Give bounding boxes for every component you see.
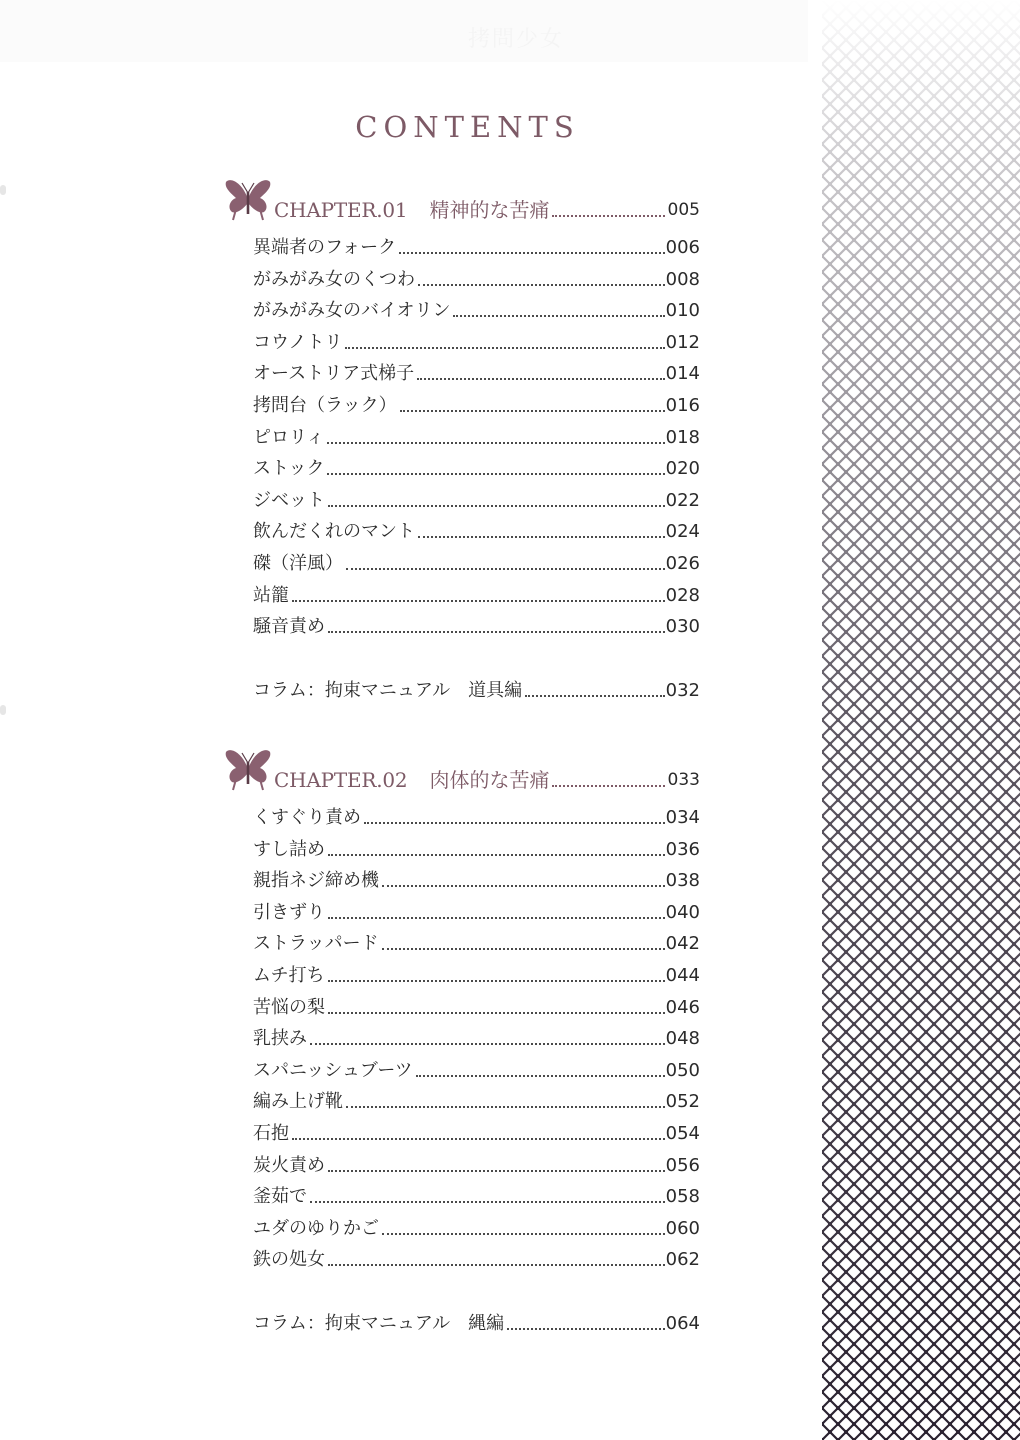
toc-entry[interactable] xyxy=(253,518,700,544)
toc-entry[interactable] xyxy=(253,329,700,355)
header-band xyxy=(0,0,808,62)
toc-entry[interactable] xyxy=(253,930,700,956)
dot-leader xyxy=(310,1201,665,1203)
dot-leader xyxy=(507,1328,665,1330)
entry-title: 乳挟み xyxy=(253,1028,307,1049)
contents-title: CONTENTS xyxy=(355,110,580,144)
page-number: 006 xyxy=(665,237,700,258)
dot-leader xyxy=(346,1106,665,1108)
toc-entry[interactable] xyxy=(253,455,700,481)
page-number: 014 xyxy=(665,363,700,384)
dot-leader xyxy=(328,917,665,919)
page-number: 028 xyxy=(665,585,700,606)
toc-entry[interactable] xyxy=(253,1246,700,1272)
toc-entry[interactable] xyxy=(253,613,700,639)
dot-leader xyxy=(328,1170,665,1172)
entry-title: ストック xyxy=(253,458,325,479)
page-number: 062 xyxy=(665,1249,700,1270)
entry-title: 親指ネジ締め機 xyxy=(253,870,379,891)
page-number: 018 xyxy=(665,427,700,448)
page-number: 032 xyxy=(665,680,700,701)
page-number: 008 xyxy=(665,269,700,290)
dot-leader xyxy=(345,347,664,349)
entry-title: 飲んだくれのマント xyxy=(253,521,415,542)
page-number: 012 xyxy=(665,332,700,353)
dot-leader xyxy=(417,378,665,380)
page-number: 058 xyxy=(665,1186,700,1207)
toc-entry[interactable] xyxy=(253,867,700,893)
toc-entry[interactable] xyxy=(253,1025,700,1051)
entry-title: ムチ打ち xyxy=(253,965,325,986)
toc-entry[interactable] xyxy=(253,550,700,576)
chapter-number: CHAPTER.02 xyxy=(274,768,408,792)
edge-mark xyxy=(0,705,6,715)
page-number: 030 xyxy=(665,616,700,637)
dot-leader xyxy=(418,284,665,286)
dot-leader xyxy=(310,1043,665,1045)
page-number: 005 xyxy=(667,200,700,220)
toc-entry[interactable] xyxy=(253,424,700,450)
page-number: 022 xyxy=(665,490,700,511)
entry-title: コラム：拘束マニュアル 縄編 xyxy=(253,1313,505,1334)
dot-leader xyxy=(382,1233,665,1235)
dot-leader xyxy=(418,536,665,538)
entry-title: 騒音責め xyxy=(253,616,325,637)
page-number: 034 xyxy=(665,807,700,828)
butterfly-icon xyxy=(224,748,272,792)
entry-title: 異端者のフォーク xyxy=(253,237,397,258)
entry-title: 拷問台（ラック） xyxy=(253,395,397,416)
entry-title: オーストリア式梯子 xyxy=(253,363,415,384)
toc-entry[interactable] xyxy=(253,994,700,1020)
entry-title: ジベット xyxy=(253,490,325,511)
butterfly-icon xyxy=(224,178,272,222)
page-number: 054 xyxy=(665,1123,700,1144)
dot-leader xyxy=(453,315,664,317)
page-number: 064 xyxy=(665,1313,700,1334)
dot-leader xyxy=(382,885,665,887)
dot-leader xyxy=(400,410,665,412)
entry-title: ピロリィ xyxy=(253,427,325,448)
entry-title: 站籠 xyxy=(253,585,289,606)
toc-entry[interactable] xyxy=(253,266,700,292)
entry-title: 磔（洋風） xyxy=(253,553,343,574)
dot-leader xyxy=(328,854,665,856)
page-number: 050 xyxy=(665,1060,700,1081)
page-number: 042 xyxy=(665,933,700,954)
page-number: 010 xyxy=(665,300,700,321)
entry-title: がみがみ女のバイオリン xyxy=(253,300,451,321)
page-number: 048 xyxy=(665,1028,700,1049)
dot-leader xyxy=(328,1012,665,1014)
dot-leader xyxy=(552,215,664,217)
dot-leader xyxy=(552,785,664,787)
page-number: 020 xyxy=(665,458,700,479)
dot-leader xyxy=(292,600,665,602)
toc-entry[interactable] xyxy=(253,1183,700,1209)
toc-entry[interactable] xyxy=(253,234,700,260)
entry-title: がみがみ女のくつわ xyxy=(253,269,415,290)
dot-leader xyxy=(327,442,664,444)
dot-leader xyxy=(328,980,665,982)
column-entry[interactable] xyxy=(253,1310,700,1336)
entry-title: コラム：拘束マニュアル 道具編 xyxy=(253,680,523,701)
page-number: 044 xyxy=(665,965,700,986)
chapter-heading-01[interactable] xyxy=(224,178,700,222)
toc-entry[interactable] xyxy=(253,1057,700,1083)
toc-entry[interactable] xyxy=(253,804,700,830)
toc-entry[interactable] xyxy=(253,297,700,323)
entry-title: スパニッシュブーツ xyxy=(253,1060,413,1081)
dot-leader xyxy=(328,1264,665,1266)
toc-entry[interactable] xyxy=(253,392,700,418)
dot-leader xyxy=(292,1138,665,1140)
dot-leader xyxy=(327,473,664,475)
page-number: 036 xyxy=(665,839,700,860)
entry-title: 石抱 xyxy=(253,1123,289,1144)
chapter-title: 肉体的な苦痛 xyxy=(429,768,550,792)
dot-leader xyxy=(399,252,665,254)
page-number: 026 xyxy=(665,553,700,574)
entry-title: 引きずり xyxy=(253,902,325,923)
dot-leader xyxy=(525,695,665,697)
dot-leader xyxy=(328,631,665,633)
page-number: 046 xyxy=(665,997,700,1018)
entry-title: コウノトリ xyxy=(253,332,343,353)
entry-title: ユダのゆりかご xyxy=(253,1218,379,1239)
page-number: 040 xyxy=(665,902,700,923)
column-entry[interactable] xyxy=(253,677,700,703)
dot-leader xyxy=(416,1075,665,1077)
toc-entry[interactable] xyxy=(253,1152,700,1178)
entry-title: 炭火責め xyxy=(253,1155,325,1176)
edge-mark xyxy=(0,185,6,195)
dot-leader xyxy=(364,822,665,824)
chapter-title: 精神的な苦痛 xyxy=(429,198,550,222)
page-number: 060 xyxy=(665,1218,700,1239)
entry-title: 鉄の処女 xyxy=(253,1249,325,1270)
entry-title: 苦悩の梨 xyxy=(253,997,325,1018)
entry-title: ストラッパード xyxy=(253,933,379,954)
chapter-number: CHAPTER.01 xyxy=(274,198,408,222)
chapter-heading-02[interactable] xyxy=(224,748,700,792)
header-title: 拷問少女 xyxy=(467,27,564,52)
dot-leader xyxy=(382,948,665,950)
toc-entry[interactable] xyxy=(253,1120,700,1146)
page-number: 016 xyxy=(665,395,700,416)
toc-entry[interactable] xyxy=(253,360,700,386)
page-number: 033 xyxy=(667,770,700,790)
entry-title: 編み上げ靴 xyxy=(253,1091,343,1112)
entry-title: すし詰め xyxy=(253,839,325,860)
toc-entry[interactable] xyxy=(253,836,700,862)
dot-leader xyxy=(346,568,665,570)
page-number: 024 xyxy=(665,521,700,542)
toc-entry[interactable] xyxy=(253,1215,700,1241)
toc-entry[interactable] xyxy=(253,962,700,988)
toc-entry[interactable] xyxy=(253,899,700,925)
dot-leader xyxy=(328,505,665,507)
toc-entry[interactable] xyxy=(253,487,700,513)
entry-title: 釜茹で xyxy=(253,1186,307,1207)
page-number: 052 xyxy=(665,1091,700,1112)
page-number: 038 xyxy=(665,870,700,891)
toc-entry[interactable] xyxy=(253,1088,700,1114)
toc-entry[interactable] xyxy=(253,582,700,608)
diamond-lattice-pattern xyxy=(822,0,1020,1440)
entry-title: くすぐり責め xyxy=(253,807,361,828)
page-number: 056 xyxy=(665,1155,700,1176)
